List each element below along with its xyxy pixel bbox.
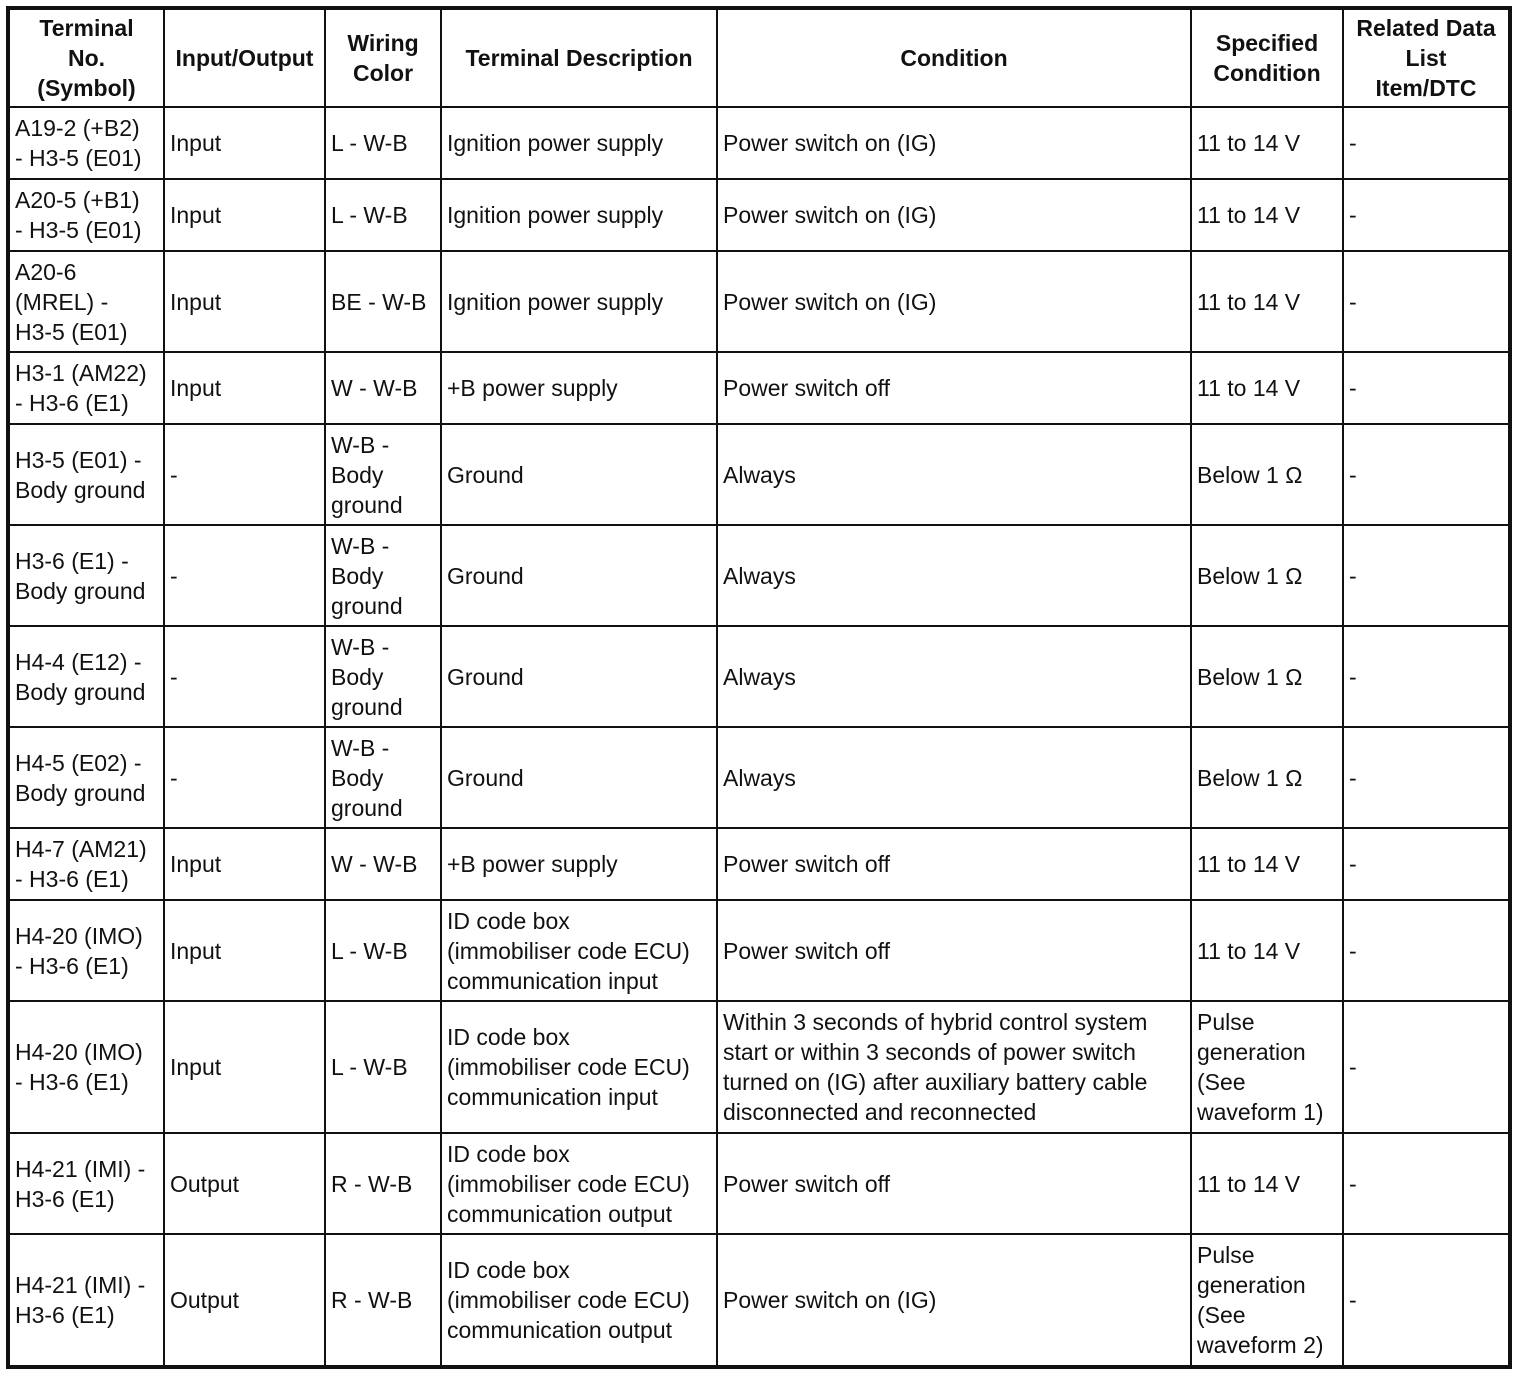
cell-description: Ignition power supply xyxy=(441,107,717,179)
cell-description: +B power supply xyxy=(441,828,717,900)
header-specified-condition: Specified Condition xyxy=(1191,8,1343,107)
cell-description: ID code box (immobiliser code ECU) communication input xyxy=(441,900,717,1001)
cell-related: - xyxy=(1343,424,1510,525)
header-condition: Condition xyxy=(717,8,1191,107)
cell-related: - xyxy=(1343,727,1510,828)
table-row xyxy=(8,251,1510,352)
cell-related: - xyxy=(1343,828,1510,900)
cell-description: Ground xyxy=(441,424,717,525)
cell-condition: Power switch off xyxy=(717,352,1191,424)
cell-related: - xyxy=(1343,352,1510,424)
header-input-output: Input/Output xyxy=(164,8,325,107)
terminal-spec-table xyxy=(6,6,1512,1369)
cell-input-output: Output xyxy=(164,1133,325,1234)
cell-related: - xyxy=(1343,1133,1510,1234)
cell-specified: 11 to 14 V xyxy=(1191,900,1343,1001)
cell-specified: 11 to 14 V xyxy=(1191,107,1343,179)
cell-input-output: Input xyxy=(164,107,325,179)
cell-wiring-color: W - W-B xyxy=(325,828,441,900)
cell-terminal: H4-20 (IMO) - H3-6 (E1) xyxy=(8,1001,164,1133)
cell-wiring-color: L - W-B xyxy=(325,1001,441,1133)
cell-specified: 11 to 14 V xyxy=(1191,179,1343,251)
table-row xyxy=(8,626,1510,727)
cell-specified: Below 1 Ω xyxy=(1191,525,1343,626)
cell-related: - xyxy=(1343,525,1510,626)
header-related-data: Related Data List Item/DTC xyxy=(1343,8,1510,107)
cell-terminal: H4-21 (IMI) - H3-6 (E1) xyxy=(8,1234,164,1367)
cell-description: Ground xyxy=(441,727,717,828)
cell-input-output: Input xyxy=(164,179,325,251)
cell-related: - xyxy=(1343,251,1510,352)
cell-description: ID code box (immobiliser code ECU) communication output xyxy=(441,1133,717,1234)
cell-wiring-color: W-B - Body ground xyxy=(325,727,441,828)
cell-description: Ground xyxy=(441,525,717,626)
cell-terminal: A20-5 (+B1) - H3-5 (E01) xyxy=(8,179,164,251)
cell-condition: Power switch on (IG) xyxy=(717,107,1191,179)
cell-specified: 11 to 14 V xyxy=(1191,1133,1343,1234)
header-terminal-description: Terminal Description xyxy=(441,8,717,107)
cell-terminal: H4-7 (AM21) - H3-6 (E1) xyxy=(8,828,164,900)
cell-related: - xyxy=(1343,107,1510,179)
cell-description: +B power supply xyxy=(441,352,717,424)
header-wiring-color: Wiring Color xyxy=(325,8,441,107)
header-row xyxy=(8,8,1510,107)
cell-wiring-color: R - W-B xyxy=(325,1234,441,1367)
cell-terminal: H4-5 (E02) - Body ground xyxy=(8,727,164,828)
cell-related: - xyxy=(1343,626,1510,727)
table-row xyxy=(8,179,1510,251)
cell-specified: Below 1 Ω xyxy=(1191,424,1343,525)
cell-input-output: - xyxy=(164,727,325,828)
cell-input-output: - xyxy=(164,626,325,727)
cell-condition: Power switch off xyxy=(717,1133,1191,1234)
table-row xyxy=(8,828,1510,900)
table-row xyxy=(8,525,1510,626)
cell-terminal: H4-4 (E12) - Body ground xyxy=(8,626,164,727)
cell-specified: Below 1 Ω xyxy=(1191,626,1343,727)
cell-description: ID code box (immobiliser code ECU) communication input xyxy=(441,1001,717,1133)
cell-condition: Always xyxy=(717,525,1191,626)
cell-input-output: Input xyxy=(164,828,325,900)
cell-specified: Below 1 Ω xyxy=(1191,727,1343,828)
header-terminal-no: Terminal No. (Symbol) xyxy=(8,8,164,107)
table-row xyxy=(8,352,1510,424)
cell-wiring-color: BE - W-B xyxy=(325,251,441,352)
cell-terminal: H3-6 (E1) - Body ground xyxy=(8,525,164,626)
cell-condition: Power switch on (IG) xyxy=(717,179,1191,251)
cell-input-output: Input xyxy=(164,251,325,352)
table-row xyxy=(8,900,1510,1001)
cell-condition: Always xyxy=(717,626,1191,727)
table-row xyxy=(8,1234,1510,1367)
cell-wiring-color: L - W-B xyxy=(325,107,441,179)
cell-input-output: Input xyxy=(164,1001,325,1133)
cell-wiring-color: W-B - Body ground xyxy=(325,525,441,626)
cell-terminal: H3-5 (E01) - Body ground xyxy=(8,424,164,525)
cell-related: - xyxy=(1343,179,1510,251)
cell-terminal: H4-21 (IMI) - H3-6 (E1) xyxy=(8,1133,164,1234)
cell-input-output: Output xyxy=(164,1234,325,1367)
cell-description: ID code box (immobiliser code ECU) communication output xyxy=(441,1234,717,1367)
table-row xyxy=(8,424,1510,525)
cell-wiring-color: L - W-B xyxy=(325,900,441,1001)
cell-condition: Always xyxy=(717,727,1191,828)
cell-wiring-color: W-B - Body ground xyxy=(325,424,441,525)
cell-wiring-color: W-B - Body ground xyxy=(325,626,441,727)
table-row xyxy=(8,1001,1510,1133)
table-row xyxy=(8,1133,1510,1234)
cell-condition: Power switch off xyxy=(717,828,1191,900)
cell-terminal: A19-2 (+B2) - H3-5 (E01) xyxy=(8,107,164,179)
cell-description: Ignition power supply xyxy=(441,179,717,251)
cell-description: Ground xyxy=(441,626,717,727)
cell-terminal: H4-20 (IMO) - H3-6 (E1) xyxy=(8,900,164,1001)
cell-condition: Power switch off xyxy=(717,900,1191,1001)
cell-input-output: Input xyxy=(164,900,325,1001)
cell-condition: Power switch on (IG) xyxy=(717,1234,1191,1367)
cell-terminal: H3-1 (AM22) - H3-6 (E1) xyxy=(8,352,164,424)
cell-wiring-color: R - W-B xyxy=(325,1133,441,1234)
cell-description: Ignition power supply xyxy=(441,251,717,352)
cell-condition: Within 3 seconds of hybrid control system start or within 3 seconds of power switch turned on (IG) after auxiliary battery cable disconnected and reconnected xyxy=(717,1001,1191,1133)
cell-related: - xyxy=(1343,1234,1510,1367)
cell-terminal: A20-6 (MREL) - H3-5 (E01) xyxy=(8,251,164,352)
cell-input-output: - xyxy=(164,424,325,525)
cell-specified: Pulse generation (See waveform 1) xyxy=(1191,1001,1343,1133)
table-row xyxy=(8,727,1510,828)
cell-wiring-color: L - W-B xyxy=(325,179,441,251)
cell-related: - xyxy=(1343,1001,1510,1133)
cell-condition: Always xyxy=(717,424,1191,525)
cell-input-output: - xyxy=(164,525,325,626)
cell-specified: 11 to 14 V xyxy=(1191,828,1343,900)
cell-specified: 11 to 14 V xyxy=(1191,251,1343,352)
cell-wiring-color: W - W-B xyxy=(325,352,441,424)
cell-specified: 11 to 14 V xyxy=(1191,352,1343,424)
cell-specified: Pulse generation (See waveform 2) xyxy=(1191,1234,1343,1367)
cell-input-output: Input xyxy=(164,352,325,424)
table-row xyxy=(8,107,1510,179)
cell-related: - xyxy=(1343,900,1510,1001)
cell-condition: Power switch on (IG) xyxy=(717,251,1191,352)
